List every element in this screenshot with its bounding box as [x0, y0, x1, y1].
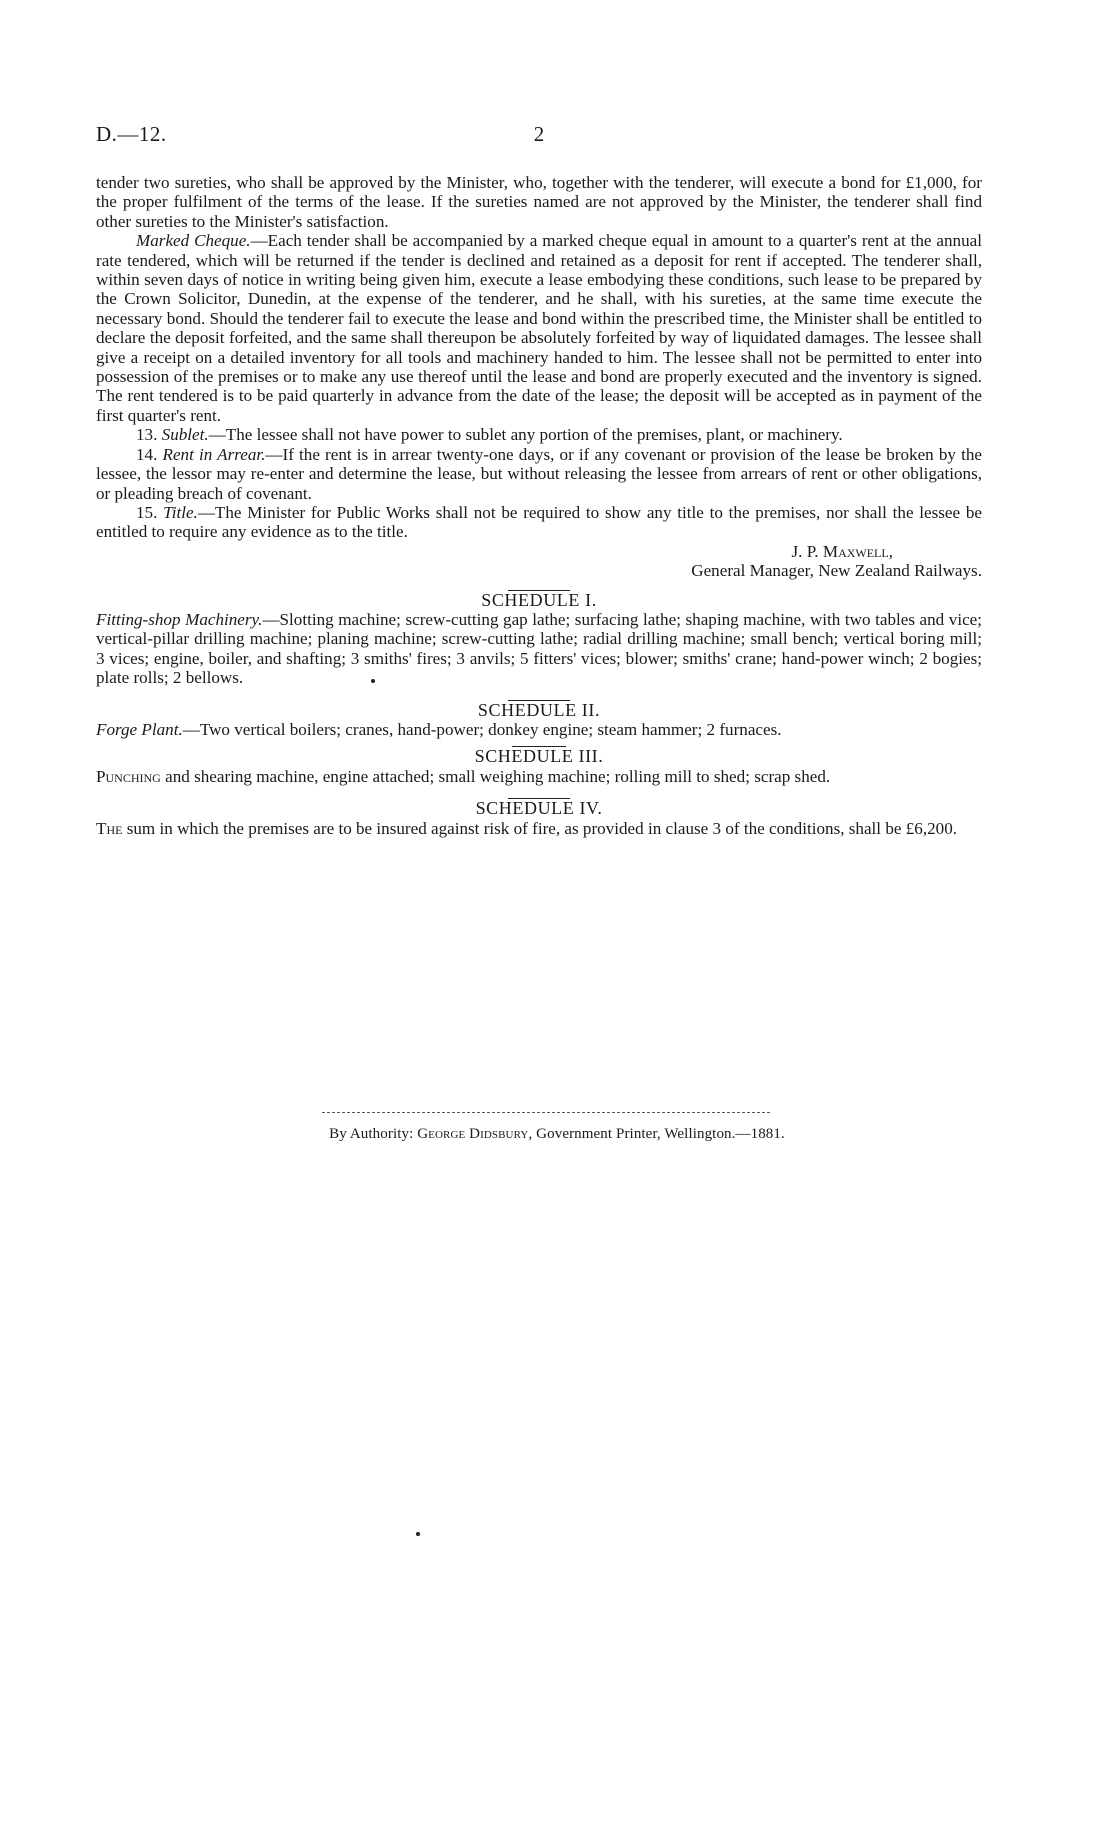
schedule-1-text: —Slotting machine; screw-cutting gap lathe; surfacing lathe; shaping machine, with two tables and vice; vertical-pillar drilling machine; planing machine; screw-cutting lathe; radial drilling machine; small bench; vertical boring mill; 3 vices; engine, boiler, and shafting; 3 smiths' fires; 3 anvils; 5 fitters' vices; blower; smiths' crane; hand-power winch; 2 bogies; plate rolls; 2 bellows. — [96, 609, 982, 688]
ink-speck — [371, 679, 375, 683]
clause-14-text: —If the rent is in arrear twenty-one days, or if any covenant or provision of the lease be broken by the lessee, the lessor may re-enter and determine the lease, but without releasing the lessee from arrears of rent or other obligations, or pleading breach of covenant. — [96, 444, 982, 503]
imprint-prefix: By Authority: — [329, 1126, 418, 1142]
schedule-2-heading: SCHEDULE II. — [477, 699, 601, 720]
schedule-1-heading: SCHEDULE I. — [481, 589, 597, 610]
schedule-4-text: sum in which the premises are to be insured against risk of fire, as provided in clause 3 of the conditions, shall be £6,200. — [122, 818, 958, 838]
clause-13-title: Sublet. — [161, 425, 209, 445]
clause-15-number: 15. — [136, 502, 158, 522]
signature-comma: , — [888, 541, 893, 561]
schedule-2-text: —Two vertical boilers; cranes, hand-power; donkey engine; steam hammer; 2 furnaces. — [182, 719, 782, 739]
clause-13-text: —The lessee shall not have power to sublet any portion of the premises, plant, or machinery. — [208, 425, 843, 445]
schedule-4-heading: SCHEDULE IV. — [475, 798, 603, 819]
signature-initials: J. P. M — [791, 541, 839, 561]
document-id: D.—12. — [96, 122, 167, 146]
imprint-printer-name: George Didsbury — [417, 1126, 529, 1142]
schedule-1-content — [96, 610, 982, 688]
clause-13-number: 13. — [136, 425, 158, 445]
imprint-suffix: , Government Printer, Wellington.—1881. — [528, 1126, 785, 1142]
paragraph-marked-cheque-text: —Each tender shall be accompanied by a marked cheque equal in amount to a quarter's rent at the annual rate tendered, which will be returned if the tender is declined and retained as a deposit for rent if accepted. The tenderer shall, within seven days of notice in writing being given him, execute a lease embodying these conditions, such lease to be prepared by the Crown Solicitor, Dunedin, at the expense of the tenderer, and he shall, with his sureties, at the same time execute the necessary bond. Should the tenderer fail to execute the lease and bond within the prescribed time, the Minister shall be entitled to declare the deposit forfeited, and the same shall thereupon be absolutely forfeited by way of liquidated damages. The lessee shall give a receipt on a detailed inventory for all tools and machinery handed to him. The lessee shall not be permitted to enter into possession of the premises or to make any use thereof until the lease and bond are properly executed and the inventory is signed. The rent tendered is to be paid quarterly in advance from the date of the lease; the deposit will be accepted as in payment of the first quarter's rent. — [96, 231, 982, 425]
paragraph-sureties: tender two sureties, who shall be approved by the Minister, who, together with the tenderer, will execute a bond for £1,000, for the proper fulfilment of the terms of the lease. If the sureties named are not approved by the Minister, the tenderer shall find other sureties to the Minister's satisfaction. — [96, 173, 982, 231]
paragraph-marked-cheque — [96, 231, 982, 425]
paragraph-marked-cheque-title: Marked Cheque. — [136, 231, 251, 251]
schedule-2-title: Forge Plant. — [96, 719, 183, 739]
clause-15-text: —The Minister for Public Works shall not be required to show any title to the premises, nor shall the lessee be entitled to require any evidence as to the title. — [96, 502, 982, 542]
schedule-3-lead-word: Punching — [96, 766, 161, 786]
printer-imprint — [0, 1126, 1114, 1143]
schedule-2-content — [96, 720, 982, 739]
clause-15-title — [96, 503, 982, 542]
clause-14-rent-in-arrear — [96, 445, 982, 503]
schedule-4-content — [96, 819, 982, 838]
clause-14-number: 14. — [136, 444, 158, 464]
document-body — [96, 173, 982, 838]
signature-name — [96, 542, 982, 561]
schedule-3-content — [96, 767, 982, 786]
clause-14-title: Rent in Arrear. — [162, 444, 266, 464]
ink-speck — [416, 1532, 420, 1536]
signature-title: General Manager, New Zealand Railways. — [691, 561, 982, 581]
schedule-3-text: and shearing machine, engine attached; small weighing machine; rolling mill to shed; scrap shed. — [160, 766, 831, 786]
schedule-3-heading: SCHEDULE III. — [474, 746, 604, 767]
schedule-1-title: Fitting-shop Machinery. — [96, 609, 263, 629]
signature-surname: axwell — [838, 541, 889, 561]
clause-15-heading: Title. — [163, 502, 198, 522]
footer-rule — [322, 1112, 770, 1113]
clause-13-sublet — [96, 425, 982, 444]
page-number: 2 — [533, 122, 545, 146]
page-header — [96, 122, 982, 156]
schedule-4-lead-word: The — [96, 818, 123, 838]
